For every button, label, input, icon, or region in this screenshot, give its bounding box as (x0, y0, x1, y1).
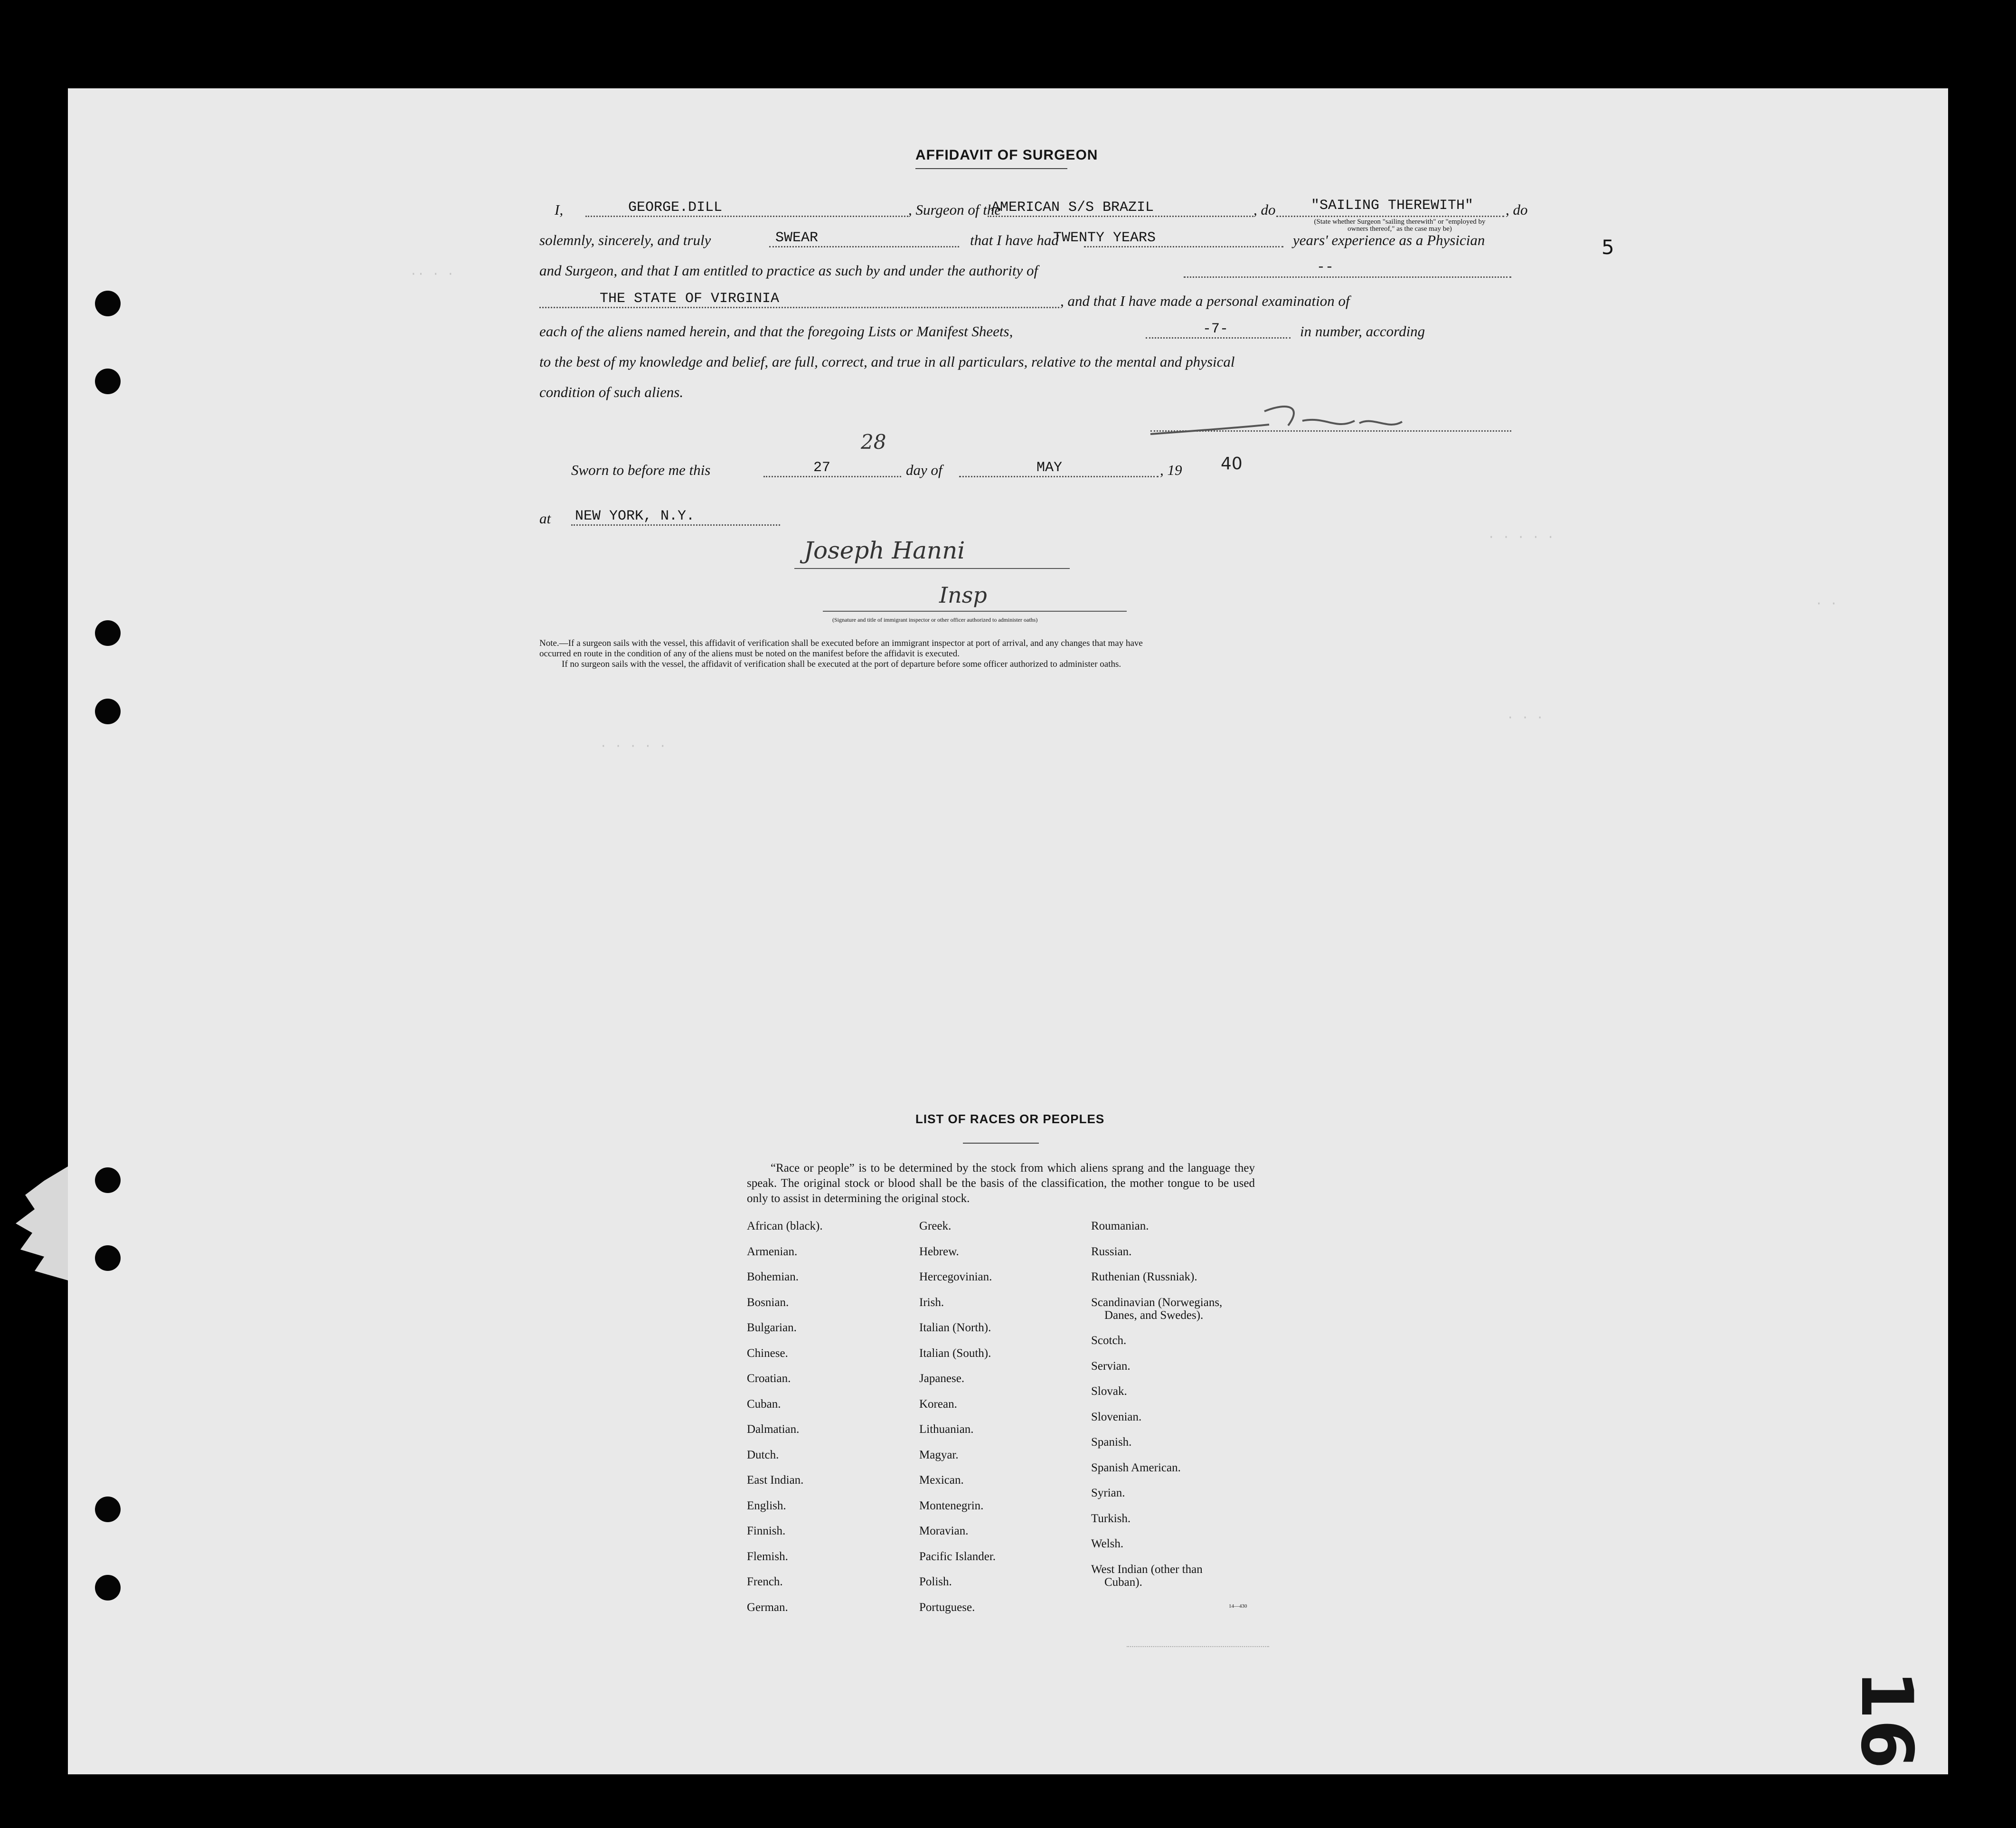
race-item: African (black). (747, 1220, 823, 1232)
races-column-2 (919, 1220, 996, 1626)
authority-dash: -- (1317, 259, 1334, 275)
race-item: Portuguese. (919, 1601, 975, 1614)
bleed-through-mark: · · (1815, 597, 1837, 611)
race-item: English. (747, 1499, 786, 1512)
races-rule (963, 1143, 1039, 1144)
race-item: Bohemian. (747, 1270, 799, 1283)
race-item: French. (747, 1575, 783, 1588)
dotted-rule (1146, 337, 1291, 339)
race-item: Montenegrin. (919, 1499, 984, 1512)
races-title: LIST OF RACES OR PEOPLES (915, 1112, 1105, 1126)
race-item: Ruthenian (Russniak). (1091, 1270, 1197, 1283)
dotted-rule (959, 476, 1159, 477)
affidavit-text: that I have had (970, 232, 1059, 248)
race-item: Chinese. (747, 1346, 788, 1360)
officer-signature: Joseph Hanni (804, 537, 965, 564)
race-item: Magyar. (919, 1448, 959, 1461)
folio-stamp: 16 (1845, 1670, 1928, 1769)
signature-caption: (Signature and title of immigrant inspector or other officer authorized to administer oaths) (832, 616, 1038, 623)
affidavit-text: , and that I have made a personal examination of (1060, 293, 1350, 309)
race-item: Moravian. (919, 1525, 969, 1537)
location: NEW YORK, N.Y. (575, 508, 695, 524)
affidavit-text: solemnly, sincerely, and truly (539, 232, 711, 248)
race-item: Servian. (1091, 1359, 1130, 1373)
race-item-continued: Danes, and Swedes). (1104, 1308, 1204, 1322)
dotted-rule (585, 216, 908, 217)
race-item: Spanish American. (1091, 1461, 1181, 1474)
document-page (68, 88, 1948, 1774)
race-item: Korean. (919, 1397, 957, 1411)
sworn-month: MAY (1036, 460, 1063, 476)
race-item: Italian (North). (919, 1321, 991, 1334)
year-suffix: 40 (1221, 454, 1243, 474)
sailing-instruction: (State whether Surgeon "sailing therewith" or "employed by owners thereof," as the case may be) (1314, 218, 1486, 233)
dotted-rule (763, 476, 901, 477)
vessel-name: AMERICAN S/S BRAZIL (991, 199, 1154, 216)
officer-signature-line (794, 568, 1070, 569)
race-item: Hercegovinian. (919, 1270, 992, 1283)
race-item: Bulgarian. (747, 1321, 797, 1334)
race-item: Armenian. (747, 1245, 798, 1258)
year-prefix: , 19 (1160, 462, 1182, 478)
race-item: Turkish. (1091, 1512, 1131, 1525)
punch-hole (95, 369, 121, 394)
race-item: West Indian (other than (1091, 1563, 1203, 1576)
race-item: Italian (South). (919, 1346, 991, 1360)
race-item: Hebrew. (919, 1245, 959, 1258)
race-item: Polish. (919, 1575, 952, 1588)
authority-name: THE STATE OF VIRGINIA (600, 291, 780, 307)
affidavit-text: and Surgeon, and that I am entitled to practice as such by and under the authority of (539, 262, 1038, 279)
race-item-continued: Cuban). (1104, 1575, 1142, 1589)
race-item: Croatian. (747, 1372, 791, 1385)
race-item: German. (747, 1601, 788, 1614)
affidavit-text: , Surgeon of the (908, 201, 1001, 218)
race-item: Irish. (919, 1296, 944, 1309)
surgeon-signature (1146, 397, 1412, 440)
affidavit-text: to the best of my knowledge and belief, are full, correct, and true in all particulars, relative to the mental and physical (539, 353, 1235, 370)
race-item: Slovenian. (1091, 1410, 1142, 1423)
note-line-2: occurred en route in the condition of any of the aliens must be noted on the manifest before the affidavit is executed. (539, 649, 960, 659)
races-column-1 (747, 1220, 823, 1626)
race-item: Dalmatian. (747, 1423, 800, 1436)
punch-hole (95, 1496, 121, 1522)
dotted-rule (1184, 276, 1511, 278)
punch-hole (95, 620, 121, 646)
races-column-3 (1091, 1220, 1222, 1589)
sworn-day-correction: 28 (861, 430, 886, 454)
race-item: Roumanian. (1091, 1220, 1149, 1232)
surgeon-name: GEORGE.DILL (628, 199, 723, 216)
race-item: Scandinavian (Norwegians, (1091, 1296, 1223, 1309)
dotted-rule (769, 246, 959, 247)
dotted-rule (988, 216, 1253, 217)
note-line-1: Note.—If a surgeon sails with the vessel, this affidavit of verification shall be executed before an immigrant inspector at port of arrival, and any changes that may have (539, 638, 1143, 648)
affidavit-text: , do (1253, 201, 1276, 218)
torn-paper-edge (16, 1166, 111, 1280)
race-item: Dutch. (747, 1448, 779, 1461)
at-label: at (539, 510, 551, 527)
sworn-day: 27 (813, 460, 831, 476)
affidavit-text: years' experience as a Physician (1293, 232, 1485, 248)
dotted-rule (1276, 216, 1504, 217)
punch-hole (95, 699, 121, 724)
years-experience: TWENTY YEARS (1053, 230, 1156, 246)
dotted-rule (539, 307, 1059, 308)
bleed-through-mark: · · · · · (1488, 530, 1554, 544)
affidavit-title: AFFIDAVIT OF SURGEON (915, 147, 1098, 163)
race-item: Cuban. (747, 1397, 781, 1411)
race-item: Slovak. (1091, 1385, 1127, 1398)
day-of-label: day of (906, 462, 942, 478)
page-number: 5 (1601, 236, 1614, 259)
sailing-status: "SAILING THEREWITH" (1311, 198, 1474, 214)
dotted-rule (1084, 246, 1283, 247)
affidavit-i: I, (555, 201, 564, 218)
race-item: Scotch. (1091, 1334, 1127, 1347)
affidavit-text: in number, according (1300, 323, 1425, 340)
form-code: 14—430 (1229, 1603, 1247, 1609)
affidavit-text: each of the aliens named herein, and that the foregoing Lists or Manifest Sheets, (539, 323, 1013, 340)
faint-rule (1127, 1646, 1269, 1647)
sheet-count: -7- (1203, 321, 1229, 337)
race-item: Welsh. (1091, 1537, 1124, 1550)
races-intro: “Race or people” is to be determined by the stock from which aliens sprang and the language they speak. The original stock or blood shall be the basis of the classification, the mother tongue to be used only to assist in determining the original stock. (747, 1162, 1255, 1205)
race-item: Flemish. (747, 1550, 788, 1563)
race-item: Pacific Islander. (919, 1550, 996, 1563)
officer-title: Insp (939, 582, 987, 608)
race-item: Greek. (919, 1220, 951, 1232)
affidavit-text: condition of such aliens. (539, 384, 684, 400)
bleed-through-mark: · · · · · (600, 739, 667, 753)
title-rule (915, 168, 1067, 169)
note-line-3: If no surgeon sails with the vessel, the affidavit of verification shall be executed at the port of departure before some officer authorized to administer oaths. (562, 659, 1121, 669)
race-item: Spanish. (1091, 1436, 1132, 1449)
race-item: Russian. (1091, 1245, 1132, 1258)
race-item: Mexican. (919, 1474, 964, 1487)
race-item: Bosnian. (747, 1296, 789, 1309)
punch-hole (95, 1575, 121, 1601)
sworn-label: Sworn to before me this (571, 462, 711, 478)
race-item: Finnish. (747, 1525, 786, 1537)
race-item: East Indian. (747, 1474, 804, 1487)
oath-type: SWEAR (775, 230, 819, 246)
bleed-through-mark: ·· · · (410, 267, 454, 281)
bleed-through-mark: · · · (1507, 710, 1544, 725)
affidavit-text: , do (1506, 201, 1528, 218)
punch-hole (95, 291, 121, 316)
race-item: Syrian. (1091, 1487, 1125, 1499)
dotted-rule (571, 524, 780, 526)
race-item: Lithuanian. (919, 1423, 974, 1436)
race-item: Japanese. (919, 1372, 965, 1385)
officer-title-line (823, 611, 1127, 612)
